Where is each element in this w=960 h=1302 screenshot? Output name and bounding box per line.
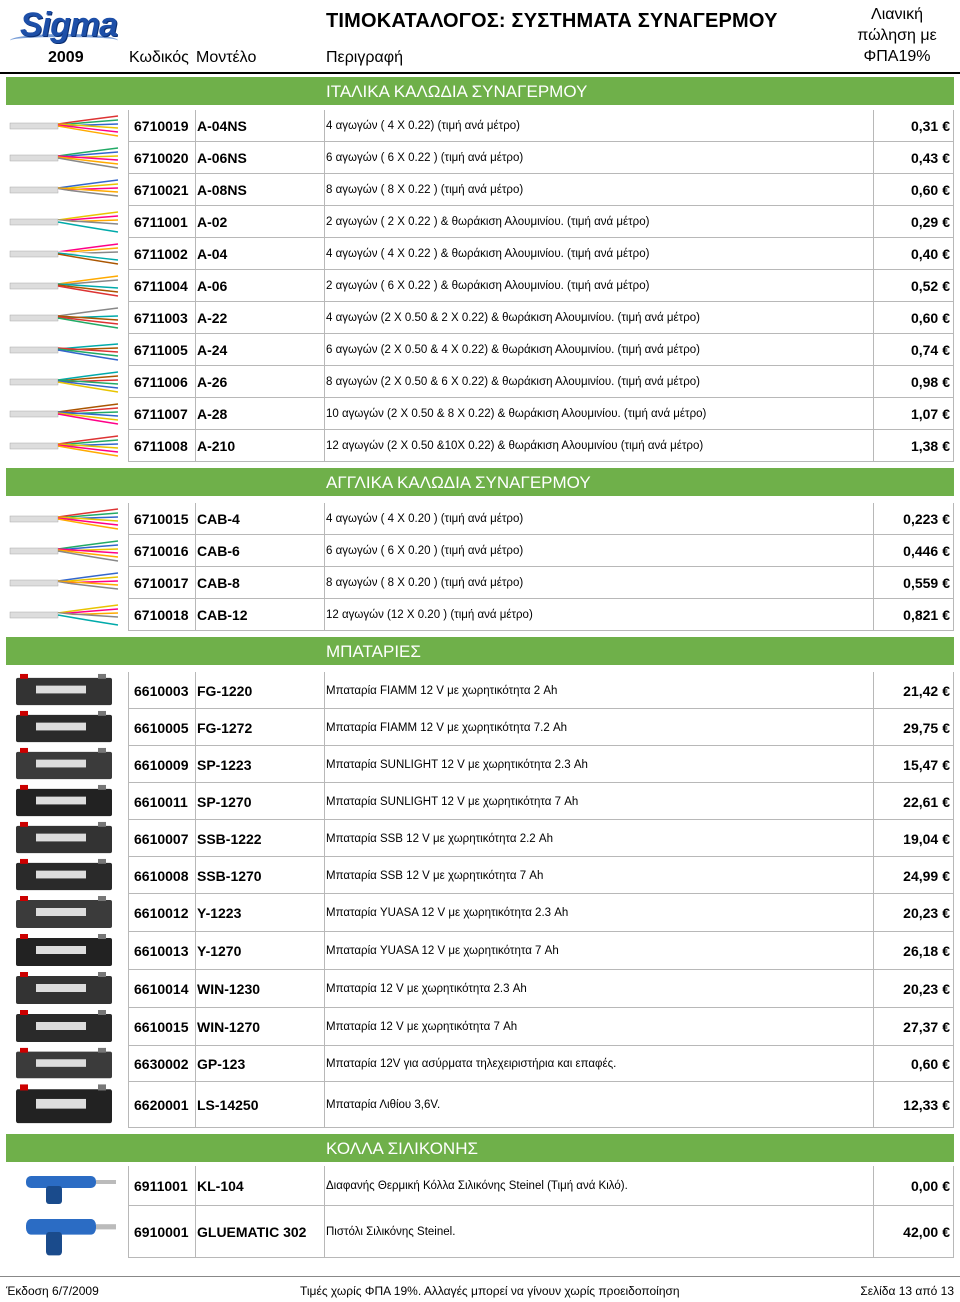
product-image [6, 366, 124, 398]
product-row [6, 110, 954, 142]
product-description: 8 αγωγών ( 8 X 0.22 ) (τιμή ανά μέτρο) [326, 184, 524, 196]
battery-image [6, 894, 124, 932]
product-description: Μπαταρία Λιθίου 3,6V. [326, 1099, 441, 1111]
product-row [6, 820, 954, 857]
product-description: Μπαταρία 12 V με χωρητικότητα 2.3 Ah [326, 983, 527, 995]
price-value: 27,37 [903, 1019, 939, 1035]
product-row [6, 270, 954, 302]
euro-icon: € [942, 943, 950, 959]
euro-icon: € [942, 406, 950, 422]
product-price [903, 1224, 950, 1240]
product-price [903, 720, 950, 736]
price-value: 15,47 [903, 756, 939, 773]
product-code: 6711008 [134, 438, 188, 454]
product-price [911, 246, 950, 262]
product-description: Μπαταρία SSB 12 V με χωρητικότητα 2.2 Ah [326, 832, 553, 845]
product-image [6, 535, 124, 567]
product-code: 6710018 [134, 607, 189, 623]
euro-icon: € [942, 867, 950, 884]
euro-icon: € [942, 575, 950, 591]
euro-icon: € [942, 793, 950, 810]
product-image [6, 1008, 124, 1046]
cable-image [6, 430, 124, 462]
price-value: 0,00 [910, 1178, 939, 1194]
price-value: 22,61 [903, 793, 939, 810]
product-code: 6610005 [134, 719, 189, 736]
battery-image [6, 1008, 124, 1046]
product-row [6, 783, 954, 820]
euro-icon: € [942, 1019, 950, 1035]
product-price [911, 342, 950, 358]
product-row [6, 206, 954, 238]
product-row [6, 709, 954, 746]
product-image [6, 174, 124, 206]
product-image [6, 270, 124, 302]
product-description: Μπαταρία 12 V με χωρητικότητα 7 Ah [326, 1021, 518, 1033]
product-description: 6 αγωγών ( 6 X 0.22 ) (τιμή ανά μέτρο) [326, 152, 524, 164]
price-value: 20,23 [903, 905, 939, 921]
product-model: GLUEMATIC 302 [197, 1224, 307, 1240]
cable-image [6, 599, 124, 631]
product-description: 8 αγωγών ( 8 X 0.20 ) (τιμή ανά μέτρο) [326, 577, 524, 589]
footer-edition: Έκδοση 6/7/2009 [6, 1284, 99, 1298]
product-price [911, 118, 950, 134]
price-header-line-3: ΦΠΑ19% [863, 48, 931, 65]
battery-image [6, 1046, 124, 1082]
price-value: 0,98 [910, 374, 939, 390]
euro-icon: € [942, 830, 950, 847]
cable-image [6, 206, 124, 238]
product-model: A-04 [197, 246, 228, 262]
cable-image [6, 238, 124, 270]
product-code: 6710017 [134, 575, 189, 591]
battery-image [6, 857, 124, 894]
euro-icon: € [942, 150, 950, 166]
euro-icon: € [942, 719, 950, 736]
product-code: 6710015 [134, 511, 189, 527]
price-value: 0,60 [910, 182, 939, 198]
euro-icon: € [942, 374, 950, 390]
product-row [6, 535, 954, 567]
product-model: CAB-4 [197, 511, 240, 527]
product-code: 6711004 [134, 278, 188, 294]
euro-icon: € [942, 310, 950, 326]
product-description: 4 αγωγών ( 4 X 0.20 ) (τιμή ανά μέτρο) [326, 513, 524, 525]
product-price [903, 683, 950, 699]
cable-image [6, 142, 124, 174]
product-price [911, 278, 950, 294]
product-model: KL-104 [197, 1178, 244, 1194]
cable-image [6, 366, 124, 398]
product-code: 6711006 [134, 374, 188, 390]
product-image [6, 238, 124, 270]
product-model: A-210 [197, 438, 236, 454]
product-image [6, 746, 124, 783]
price-value: 0,559 [903, 575, 939, 591]
cable-image [6, 398, 124, 430]
product-code: 6610013 [134, 943, 189, 959]
price-value: 0,52 [910, 278, 939, 294]
logo-text: Sigma [20, 6, 118, 44]
product-code: 6610015 [134, 1019, 189, 1035]
price-value: 0,60 [910, 310, 939, 326]
product-image [6, 970, 124, 1008]
product-description: 2 αγωγών ( 6 X 0.22 ) & θωράκιση Αλουμινίου. (τιμή ανά μέτρο) [326, 280, 650, 292]
product-model: FG-1220 [197, 682, 253, 699]
euro-icon: € [942, 543, 950, 559]
price-value: 0,40 [910, 246, 939, 262]
product-price [903, 981, 950, 997]
product-model: SSB-1222 [197, 830, 262, 847]
product-description: 4 αγωγών ( 4 X 0.22) (τιμή ανά μέτρο) [326, 120, 520, 132]
product-row [6, 1082, 954, 1128]
product-image [6, 820, 124, 857]
cable-image [6, 270, 124, 302]
product-price [911, 374, 950, 390]
product-code: 6610007 [134, 830, 189, 847]
product-image [6, 142, 124, 174]
price-header-line-1: Λιανική [871, 6, 923, 23]
price-header-line-2: πώληση με [857, 27, 937, 44]
product-price [911, 406, 950, 422]
product-code: 6711007 [134, 406, 188, 422]
column-header-description: Περιγραφή [326, 49, 403, 66]
product-description: Μπαταρία FIAMM 12 V με χωρητικότητα 7.2 Ah [326, 721, 568, 734]
product-image [6, 1206, 124, 1258]
euro-icon: € [942, 1056, 950, 1072]
product-price [903, 511, 950, 527]
price-value: 0,43 [910, 150, 939, 166]
product-code: 6710019 [134, 118, 189, 134]
product-model: A-06NS [197, 150, 247, 166]
product-code: 6711002 [134, 246, 188, 262]
cable-image [6, 567, 124, 599]
product-row [6, 932, 954, 970]
product-code: 6710020 [134, 150, 189, 166]
glue-gun-image [6, 1166, 124, 1206]
product-model: CAB-8 [197, 575, 240, 591]
product-price [903, 575, 950, 591]
product-description: 6 αγωγών (2 X 0.50 & 4 X 0.22) & θωράκιση Αλουμινίου. (τιμή ανά μέτρο) [326, 344, 700, 356]
product-code: 6710021 [134, 182, 189, 198]
euro-icon: € [942, 438, 950, 454]
battery-image [6, 709, 124, 746]
product-price [903, 943, 950, 959]
product-image [6, 709, 124, 746]
product-code: 6610009 [134, 756, 189, 773]
product-row [6, 366, 954, 398]
product-row [6, 672, 954, 709]
product-row [6, 567, 954, 599]
product-model: A-06 [197, 278, 228, 294]
product-price [903, 543, 950, 559]
product-code: 6910001 [134, 1224, 189, 1240]
product-row [6, 174, 954, 206]
price-value: 0,31 [910, 118, 939, 134]
product-image [6, 1166, 124, 1206]
price-value: 12,33 [903, 1097, 939, 1113]
price-value: 0,446 [903, 543, 939, 559]
battery-image [6, 970, 124, 1008]
product-image [6, 503, 124, 535]
product-description: 12 αγωγών (2 X 0.50 &10X 0.22) & θωράκιση Αλουμινίου (τιμή ανά μέτρο) [326, 440, 704, 452]
product-description: Μπαταρία SUNLIGHT 12 V με χωρητικότητα 7 Ah [326, 795, 579, 808]
product-code: 6610008 [134, 867, 189, 884]
page-title: ΤΙΜΟΚΑΤΑΛΟΓΟΣ: ΣΥΣΤΗΜΑΤΑ ΣΥΝΑΓΕΡΜΟΥ [326, 10, 778, 32]
product-code: 6711003 [134, 310, 188, 326]
price-value: 29,75 [903, 719, 939, 736]
product-row [6, 746, 954, 783]
cable-image [6, 302, 124, 334]
glue-gun-image [6, 1206, 124, 1258]
product-image [6, 110, 124, 142]
price-value: 24,99 [903, 867, 939, 884]
product-code: 6610012 [134, 905, 189, 921]
product-description: Πιστόλι Σιλικόνης Steinel. [326, 1226, 456, 1238]
footer-note: Τιμές χωρίς ΦΠΑ 19%. Αλλαγές μπορεί να γίνουν χωρίς προειδοποίηση [300, 1284, 680, 1298]
product-row [6, 599, 954, 631]
euro-icon: € [942, 1097, 950, 1113]
product-model: A-24 [197, 342, 228, 358]
product-image [6, 1046, 124, 1082]
product-model: A-08NS [197, 182, 247, 198]
section-header [6, 637, 954, 665]
product-description: 10 αγωγών (2 X 0.50 & 8 X 0.22) & θωράκιση Αλουμινίου. (τιμή ανά μέτρο) [326, 408, 707, 420]
product-code: 6711001 [134, 214, 188, 230]
battery-image [6, 1082, 124, 1128]
product-image [6, 567, 124, 599]
product-row [6, 1166, 954, 1206]
year-label: 2009 [48, 49, 84, 66]
product-image [6, 672, 124, 709]
product-price [911, 1056, 950, 1072]
price-value: 0,60 [910, 1056, 939, 1072]
column-header-model: Μοντέλο [196, 49, 257, 66]
product-row [6, 302, 954, 334]
euro-icon: € [942, 278, 950, 294]
product-price [903, 794, 950, 810]
euro-icon: € [942, 682, 950, 699]
product-description: 4 αγωγών (2 X 0.50 & 2 X 0.22) & θωράκιση Αλουμινίου. (τιμή ανά μέτρο) [326, 312, 700, 324]
product-row [6, 1046, 954, 1082]
product-description: 2 αγωγών ( 2 X 0.22 ) & θωράκιση Αλουμινίου. (τιμή ανά μέτρο) [326, 216, 650, 228]
product-row [6, 857, 954, 894]
product-row [6, 238, 954, 270]
section-title: ΑΓΓΛΙΚΑ ΚΑΛΩΔΙΑ ΣΥΝΑΓΕΡΜΟΥ [326, 473, 591, 492]
product-price [911, 438, 950, 454]
product-description: Διαφανής Θερμική Κόλλα Σιλικόνης Steinel (Τιμή ανά Κιλό). [326, 1180, 628, 1192]
product-code: 6711005 [134, 342, 188, 358]
product-code: 6710016 [134, 543, 189, 559]
product-code: 6911001 [134, 1178, 188, 1194]
product-model: SP-1270 [197, 793, 252, 810]
euro-icon: € [942, 607, 950, 623]
product-image [6, 430, 124, 462]
product-code: 6620001 [134, 1097, 189, 1113]
product-image [6, 599, 124, 631]
product-model: WIN-1230 [197, 981, 261, 997]
euro-icon: € [942, 756, 950, 773]
cable-image [6, 110, 124, 142]
product-price [903, 831, 950, 847]
product-description: Μπαταρία SUNLIGHT 12 V με χωρητικότητα 2.3 Ah [326, 758, 588, 771]
section-header [6, 77, 954, 105]
product-model: Y-1270 [197, 943, 242, 959]
section-header [6, 1134, 954, 1162]
product-price [903, 1097, 950, 1113]
euro-icon: € [942, 511, 950, 527]
cable-image [6, 334, 124, 366]
product-image [6, 894, 124, 932]
product-description: Μπαταρία 12V για ασύρματα τηλεχειριστήρια και επαφές. [326, 1058, 617, 1070]
euro-icon: € [942, 246, 950, 262]
product-row [6, 1206, 954, 1258]
product-price [911, 1178, 950, 1194]
product-description: 8 αγωγών (2 X 0.50 & 6 X 0.22) & θωράκιση Αλουμινίου. (τιμή ανά μέτρο) [326, 376, 700, 388]
product-model: FG-1272 [197, 719, 253, 736]
cable-image [6, 535, 124, 567]
column-header-code: Κωδικός [129, 49, 189, 66]
product-description: Μπαταρία SSB 12 V με χωρητικότητα 7 Ah [326, 869, 544, 882]
product-description: 6 αγωγών ( 6 X 0.20 ) (τιμή ανά μέτρο) [326, 545, 524, 557]
price-value: 21,42 [903, 682, 939, 699]
product-description: Μπαταρία YUASA 12 V με χωρητικότητα 7 Ah [326, 945, 559, 957]
product-code: 6630002 [134, 1056, 189, 1072]
product-code: 6610014 [134, 981, 189, 997]
product-price [903, 1019, 950, 1035]
price-value: 1,07 [910, 406, 939, 422]
product-price [911, 150, 950, 166]
section-title: ΜΠΑΤΑΡΙΕΣ [326, 642, 421, 661]
product-price [903, 905, 950, 921]
product-price [911, 310, 950, 326]
column-header-price [852, 4, 942, 67]
euro-icon: € [942, 981, 950, 997]
cable-image [6, 174, 124, 206]
product-model: SSB-1270 [197, 867, 262, 884]
footer-page-number: Σελίδα 13 από 13 [860, 1284, 954, 1298]
euro-icon: € [942, 905, 950, 921]
price-value: 0,223 [903, 511, 939, 527]
header-divider [0, 72, 960, 74]
price-value: 20,23 [903, 981, 939, 997]
product-price [903, 757, 950, 773]
euro-icon: € [942, 1224, 950, 1240]
product-description: Μπαταρία FIAMM 12 V με χωρητικότητα 2 Ah [326, 684, 558, 697]
product-row [6, 398, 954, 430]
product-code: 6610011 [134, 793, 188, 810]
product-description: 12 αγωγών (12 X 0.20 ) (τιμή ανά μέτρο) [326, 609, 533, 621]
section-title: ΚΟΛΛΑ ΣΙΛΙΚΟΝΗΣ [326, 1139, 478, 1158]
price-value: 1,38 [910, 438, 939, 454]
product-image [6, 783, 124, 820]
footer-divider [0, 1276, 960, 1277]
product-row [6, 334, 954, 366]
sigma-logo [6, 4, 118, 44]
product-image [6, 932, 124, 970]
price-value: 0,74 [910, 342, 939, 358]
euro-icon: € [942, 214, 950, 230]
product-description: 4 αγωγών ( 4 X 0.22 ) & θωράκιση Αλουμινίου. (τιμή ανά μέτρο) [326, 248, 650, 260]
product-row [6, 142, 954, 174]
product-model: GP-123 [197, 1056, 246, 1072]
price-value: 42,00 [903, 1224, 939, 1240]
product-price [903, 607, 950, 623]
product-model: CAB-12 [197, 607, 248, 623]
price-value: 19,04 [903, 830, 939, 847]
product-row [6, 503, 954, 535]
product-model: A-28 [197, 406, 228, 422]
product-image [6, 302, 124, 334]
product-model: LS-14250 [197, 1097, 259, 1113]
section-title: ΙΤΑΛΙΚΑ ΚΑΛΩΔΙΑ ΣΥΝΑΓΕΡΜΟΥ [326, 82, 588, 101]
euro-icon: € [942, 182, 950, 198]
product-price [903, 868, 950, 884]
product-model: CAB-6 [197, 543, 240, 559]
battery-image [6, 672, 124, 709]
product-code: 6610003 [134, 682, 189, 699]
euro-icon: € [942, 118, 950, 134]
product-price [911, 182, 950, 198]
product-price [911, 214, 950, 230]
battery-image [6, 932, 124, 970]
product-image [6, 1082, 124, 1128]
battery-image [6, 783, 124, 820]
product-description: Μπαταρία YUASA 12 V με χωρητικότητα 2.3 Ah [326, 907, 569, 919]
price-value: 0,821 [903, 607, 939, 623]
product-row [6, 894, 954, 932]
product-image [6, 206, 124, 238]
battery-image [6, 820, 124, 857]
product-model: A-04NS [197, 118, 247, 134]
product-row [6, 1008, 954, 1046]
product-row [6, 970, 954, 1008]
battery-image [6, 746, 124, 783]
price-value: 0,29 [910, 214, 939, 230]
product-model: A-22 [197, 310, 228, 326]
product-model: SP-1223 [197, 756, 252, 773]
cable-image [6, 503, 124, 535]
page-header [0, 0, 960, 72]
product-model: WIN-1270 [197, 1019, 261, 1035]
product-model: Y-1223 [197, 905, 242, 921]
product-image [6, 857, 124, 894]
product-row [6, 430, 954, 462]
product-model: A-26 [197, 374, 228, 390]
euro-icon: € [942, 342, 950, 358]
product-image [6, 398, 124, 430]
price-value: 26,18 [903, 943, 939, 959]
euro-icon: € [942, 1178, 950, 1194]
product-model: A-02 [197, 214, 228, 230]
product-image [6, 334, 124, 366]
section-header [6, 468, 954, 496]
